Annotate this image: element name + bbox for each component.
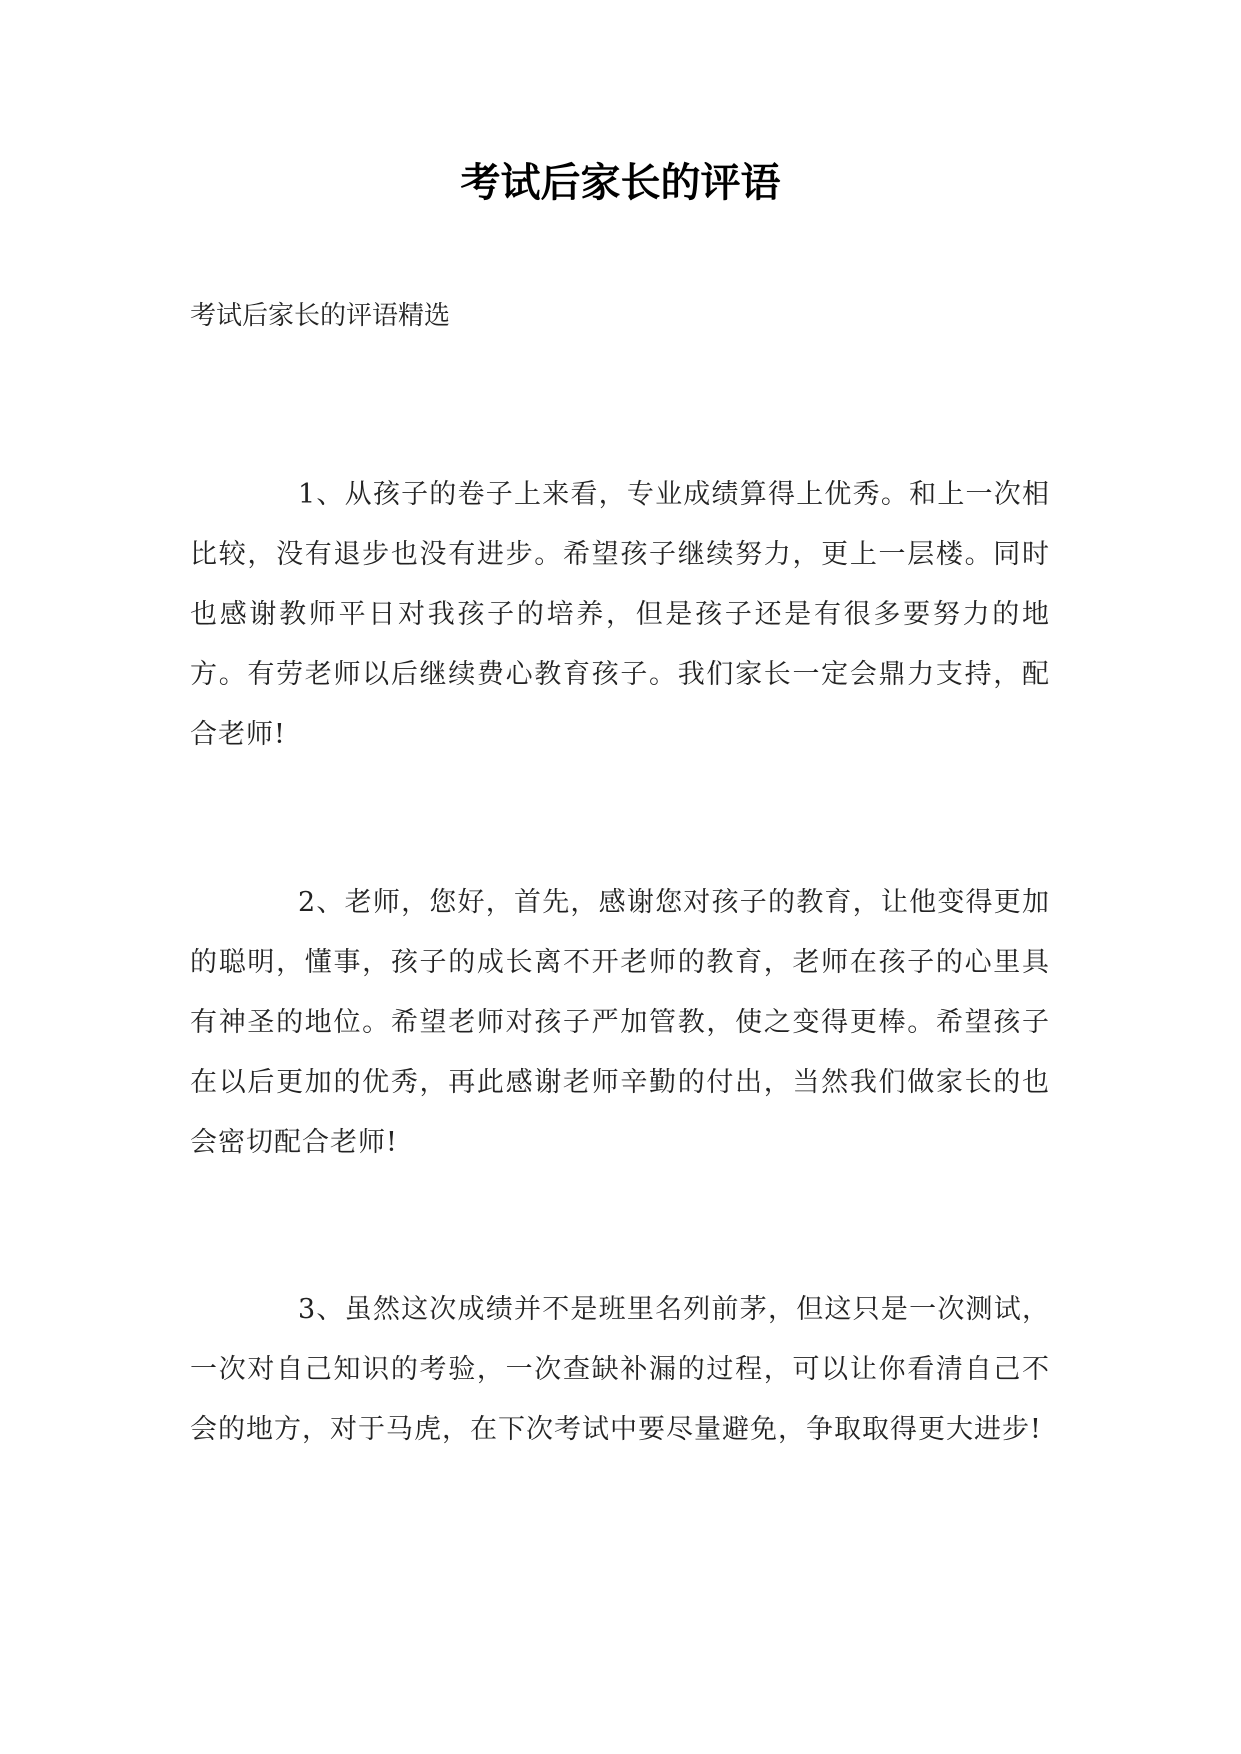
page-title: 考试后家长的评语	[460, 160, 781, 206]
paragraph-3: 3、虽然这次成绩并不是班里名列前茅，但这只是一次测试，一次对自己知识的考验，一次查缺补漏的过程，可以让你看清自己不会的地方，对于马虎，在下次考试中要尽量避免，争取取得更大进步!	[190, 1294, 1050, 1445]
subtitle: 考试后家长的评语精选	[190, 301, 451, 331]
paragraph-1: 1、从孩子的卷子上来看，专业成绩算得上优秀。和上一次相比较，没有退步也没有进步。希望孩子继续努力，更上一层楼。同时也感谢教师平日对我孩子的培养，但是孩子还是有很多要努力的地方。有劳老师以后继续费心教育孩子。我们家长一定会鼎力支持，配合老师!	[190, 479, 1050, 750]
paragraph-2: 2、老师，您好，首先，感谢您对孩子的教育，让他变得更加的聪明，懂事，孩子的成长离不开老师的教育，老师在孩子的心里具有神圣的地位。希望老师对孩子严加管教，使之变得更棒。希望孩子在以后更加的优秀，再此感谢老师辛勤的付出，当然我们做家长的也会密切配合老师!	[190, 887, 1050, 1158]
